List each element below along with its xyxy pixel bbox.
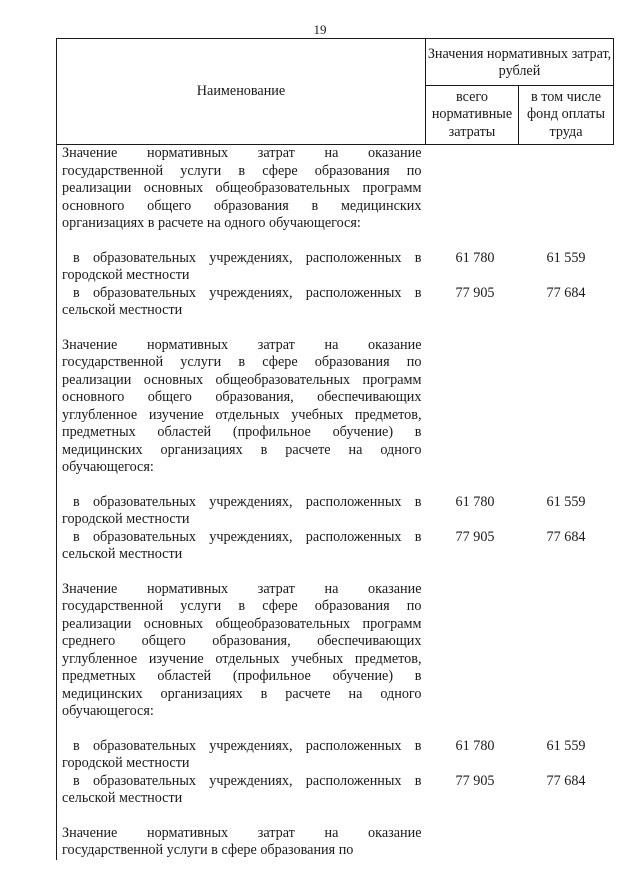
table-row [57,773,614,808]
table-body [57,145,614,860]
normative-costs-table [56,38,614,860]
row-label: в образовательных учреждениях, расположенных в городской местности [62,737,422,771]
table-header [57,39,614,145]
section-heading-row [57,581,614,721]
total-cost-value: 61 780 [455,737,495,754]
payroll-value: 61 559 [546,737,586,754]
total-cost-value: 61 780 [455,249,495,266]
payroll-value: 61 559 [546,249,586,266]
table-row [57,494,614,529]
column-header-total: всего нормативные затраты [426,86,519,145]
row-label: в образовательных учреждениях, расположенных в городской местности [62,249,422,283]
total-cost-value: 77 905 [455,528,495,545]
table-row [57,250,614,285]
section-heading: Значение нормативных затрат на оказание государственной услуги в сфере образования по реализации основных общеобразовательных программ основного общего образования, обеспечивающих углубленное изучение отдельных учебных предметов, предметных областей (профильное обучение) в медицинских организациях в расчете на одного обучающегося: [57,337,426,477]
page-number: 19 [313,22,327,37]
section-heading-row [57,145,614,233]
section-heading: Значение нормативных затрат на оказание государственной услуги в сфере образования по реализации основных общеобразовательных программ основного общего образования в медицинских организациях в расчете на одного обучающегося: [57,145,426,233]
row-label: в образовательных учреждениях, расположенных в сельской местности [62,528,422,562]
payroll-value: 77 684 [546,528,586,545]
table-row [57,285,614,320]
section-heading: Значение нормативных затрат на оказание государственной услуги в сфере образования по реализации основных общеобразовательных программ среднего общего образования, обеспечивающих углубленное изучение отдельных учебных предметов, предметных областей (профильное обучение) в медицинских организациях в расчете на одного обучающегося: [57,581,426,721]
section-heading-row [57,337,614,477]
table-row [57,529,614,564]
total-cost-value: 77 905 [455,772,495,789]
row-label: в образовательных учреждениях, расположенных в сельской местности [62,284,422,318]
column-header-name: Наименование [57,39,426,145]
total-cost-value: 77 905 [455,284,495,301]
column-header-group: Значения нормативных затрат, рублей [426,39,614,86]
payroll-value: 77 684 [546,284,586,301]
payroll-value: 77 684 [546,772,586,789]
row-label: в образовательных учреждениях, расположенных в сельской местности [62,772,422,806]
column-header-payroll: в том числе фонд оплаты труда [519,86,614,145]
row-label: в образовательных учреждениях, расположенных в городской местности [62,493,422,527]
table-row [57,738,614,773]
section-heading-row [57,825,614,860]
payroll-value: 61 559 [546,493,586,510]
total-cost-value: 61 780 [455,493,495,510]
section-heading: Значение нормативных затрат на оказание государственной услуги в сфере образования по [57,825,426,860]
